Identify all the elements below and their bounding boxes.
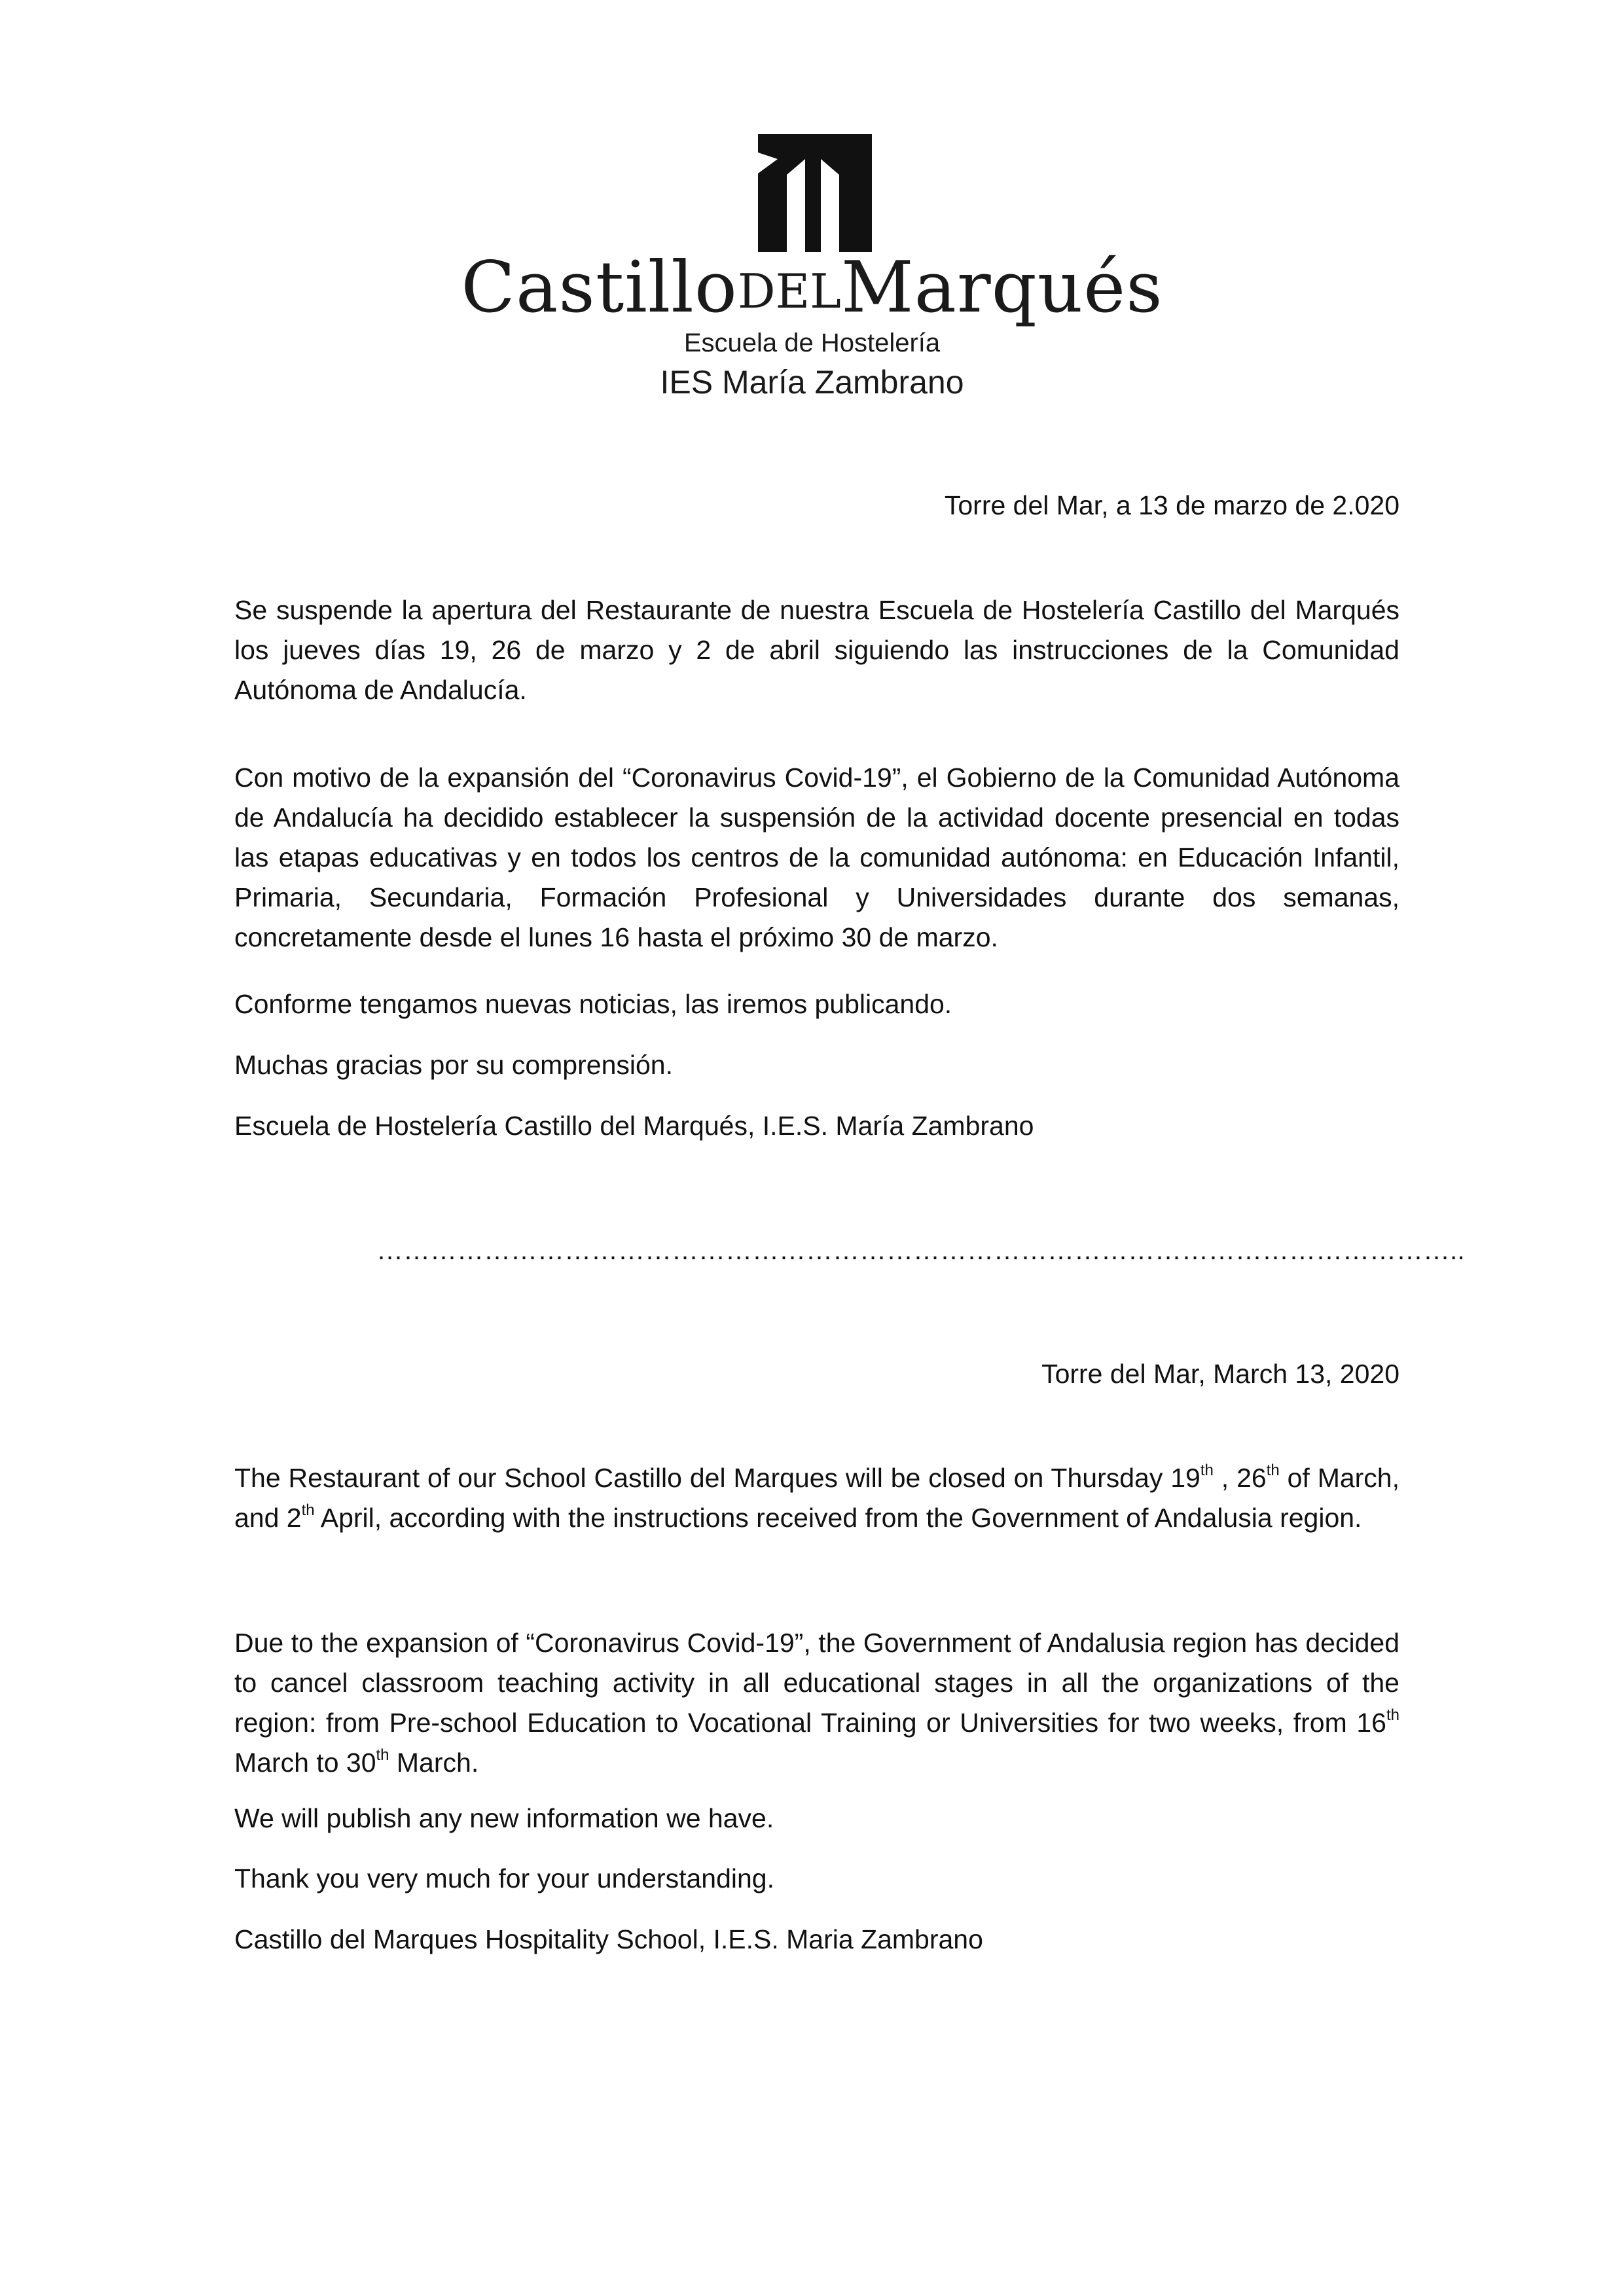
section-separator: ………………………………………………………………………………………………………….. [376,1235,1465,1265]
logo-word-del: DEL [737,264,841,319]
logo-institution: IES María Zambrano [660,364,964,401]
spanish-date: Torre del Mar, a 13 de marzo de 2.020 [944,490,1399,520]
english-p2-sup-2: th [376,1746,389,1764]
castillo-tower-icon [753,134,877,252]
english-p1-text-c: of March, and 2 [234,1463,1400,1533]
english-signature: Castillo del Marques Hospitality School, I.E.S. Maria Zambrano [234,1924,983,1954]
logo-wordmark [0,245,1624,334]
english-paragraph-3: We will publish any new information we have. [234,1803,774,1833]
english-p1-sup-2: th [1266,1462,1280,1479]
spanish-paragraph-1: Se suspende la apertura del Restaurante de nuestra Escuela de Hostelería Castillo del Marqués los jueves días 19, 26 de marzo y 2 de abril siguiendo las instrucciones de la Comunidad Autónoma de Andalucía. [234,595,1399,705]
english-p1-text-a: The Restaurant of our School Castillo del Marques will be closed on Thursday 19 [234,1463,1200,1493]
english-paragraph-2 [234,1623,1399,1783]
english-p1-sup-1: th [1200,1462,1214,1479]
english-p2-text-a: Due to the expansion of “Coronavirus Covid-19”, the Government of Andalusia region has decided to cancel classroom teaching activity in all educational stages in all the organizations of the region: from Pre-school Education to Vocational Training or Universities for two weeks, from 16 [234,1628,1399,1738]
english-p2-text-b: March to 30 [234,1748,376,1778]
spanish-paragraph-2: Con motivo de la expansión del “Coronavirus Covid-19”, el Gobierno de la Comunidad Autónoma de Andalucía ha decidido establecer la suspensión de la actividad docente presencial en todas las etapas educativas y en todos los centros de la comunidad autónoma: en Educación Infantil, Primaria, Secundaria, Formación Profesional y Universidades durante dos semanas, concretamente desde el lunes 16 hasta el próximo 30 de marzo. [234,762,1399,952]
logo-word-castillo: Castillo [461,247,738,329]
english-p2-sup-1: th [1386,1706,1399,1724]
english-paragraph-4: Thank you very much for your understanding. [234,1863,774,1893]
english-p1-text-b: , 26 [1213,1463,1267,1493]
english-paragraph-1 [234,1458,1399,1538]
logo-word-marques: Marqués [840,247,1163,329]
english-date: Torre del Mar, March 13, 2020 [1041,1359,1399,1389]
english-p1-text-d: April, according with the instructions received from the Government of Andalusia region. [314,1503,1362,1533]
spanish-signature: Escuela de Hostelería Castillo del Marqués, I.E.S. María Zambrano [234,1111,1034,1141]
english-p2-text-c: March. [389,1748,479,1778]
english-p1-sup-3: th [301,1501,315,1519]
spanish-paragraph-4: Muchas gracias por su comprensión. [234,1050,673,1080]
spanish-paragraph-3: Conforme tengamos nuevas noticias, las iremos publicando. [234,989,952,1019]
logo-subtitle: Escuela de Hostelería [683,329,941,357]
